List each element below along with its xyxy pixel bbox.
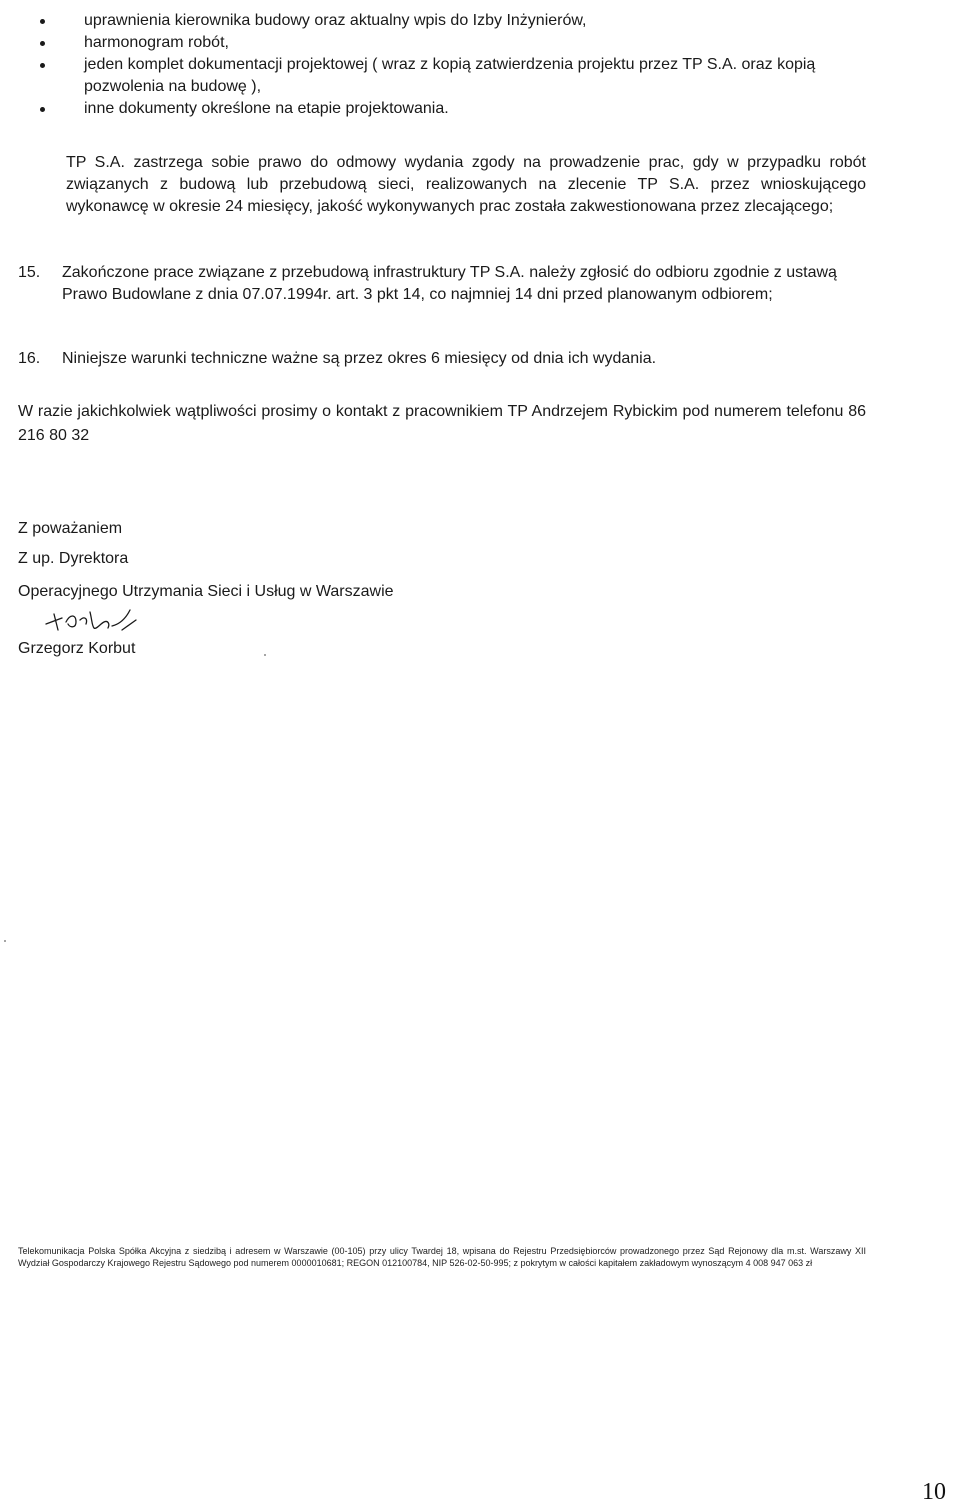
list-item	[40, 32, 880, 54]
list-item	[40, 98, 880, 120]
list-item-text: jeden komplet dokumentacji projektowej ( wraz z kopią zatwierdzenia projektu przez TP S.A. oraz kopią pozwolenia na budowę ),	[84, 56, 816, 95]
closing-department: Operacyjnego Utrzymania Sieci i Usług w Warszawie	[18, 583, 394, 600]
list-item	[40, 54, 880, 98]
item-number: 16.	[18, 350, 41, 367]
closing-role: Z up. Dyrektora	[18, 550, 129, 567]
list-item	[40, 10, 880, 32]
handwritten-signature	[40, 600, 150, 640]
list-item-text: uprawnienia kierownika budowy oraz aktualny wpis do Izby Inżynierów,	[84, 12, 587, 29]
bullet-icon	[40, 41, 45, 46]
contact-paragraph: W razie jakichkolwiek wątpliwości prosimy o kontakt z pracownikiem TP Andrzejem Rybickim pod numerem telefonu 86 216 80 32	[18, 403, 866, 444]
closing-greeting: Z poważaniem	[18, 520, 123, 537]
bullet-icon	[40, 107, 45, 112]
bullet-icon	[40, 19, 45, 24]
item-number: 15.	[18, 264, 41, 281]
bullet-icon	[40, 63, 45, 68]
numbered-item-16	[18, 348, 868, 370]
numbered-item-15	[18, 262, 868, 306]
item-text: Zakończone prace związane z przebudową infrastruktury TP S.A. należy zgłosić do odbioru zgodnie z ustawą Prawo Budowlane z dnia 07.07.1994r. art. 3 pkt 14, co najmniej 14 dni przed planowanym odbiorem;	[62, 264, 837, 303]
refusal-clause: TP S.A. zastrzega sobie prawo do odmowy wydania zgody na prowadzenie prac, gdy w przypadku robót związanych z budową lub przebudową sieci, realizowanych na zlecenie TP S.A. przez wnioskującego wykonawcę w okresie 24 miesięcy, jakość wykonywanych prac została zakwestionowana przez zlecającego;	[66, 154, 866, 215]
item-text: Niniejsze warunki techniczne ważne są przez okres 6 miesięcy od dnia ich wydania.	[62, 350, 657, 367]
requirements-list	[40, 10, 880, 120]
list-item-text: harmonogram robót,	[84, 34, 229, 51]
signatory-name: Grzegorz Korbut	[18, 640, 136, 657]
page-number: 10	[922, 1479, 946, 1505]
list-item-text: inne dokumenty określone na etapie projektowania.	[84, 100, 449, 117]
scan-speck	[4, 940, 6, 942]
company-footer: Telekomunikacja Polska Spółka Akcyjna z siedzibą i adresem w Warszawie (00-105) przy ulicy Twardej 18, wpisana do Rejestru Przedsiębiorców prowadzonego przez Sąd Rejonowy dla m.st. Warszawy XII Wydział Gospodarczy Krajowego Rejestru Sądowego pod numerem 0000010681; REGON 012100784, NIP 526-02-50-995; z pokrytym w całości kapitałem zakładowym wynoszącym 4 008 947 063 zł	[18, 1246, 866, 1268]
scan-speck	[264, 654, 266, 656]
